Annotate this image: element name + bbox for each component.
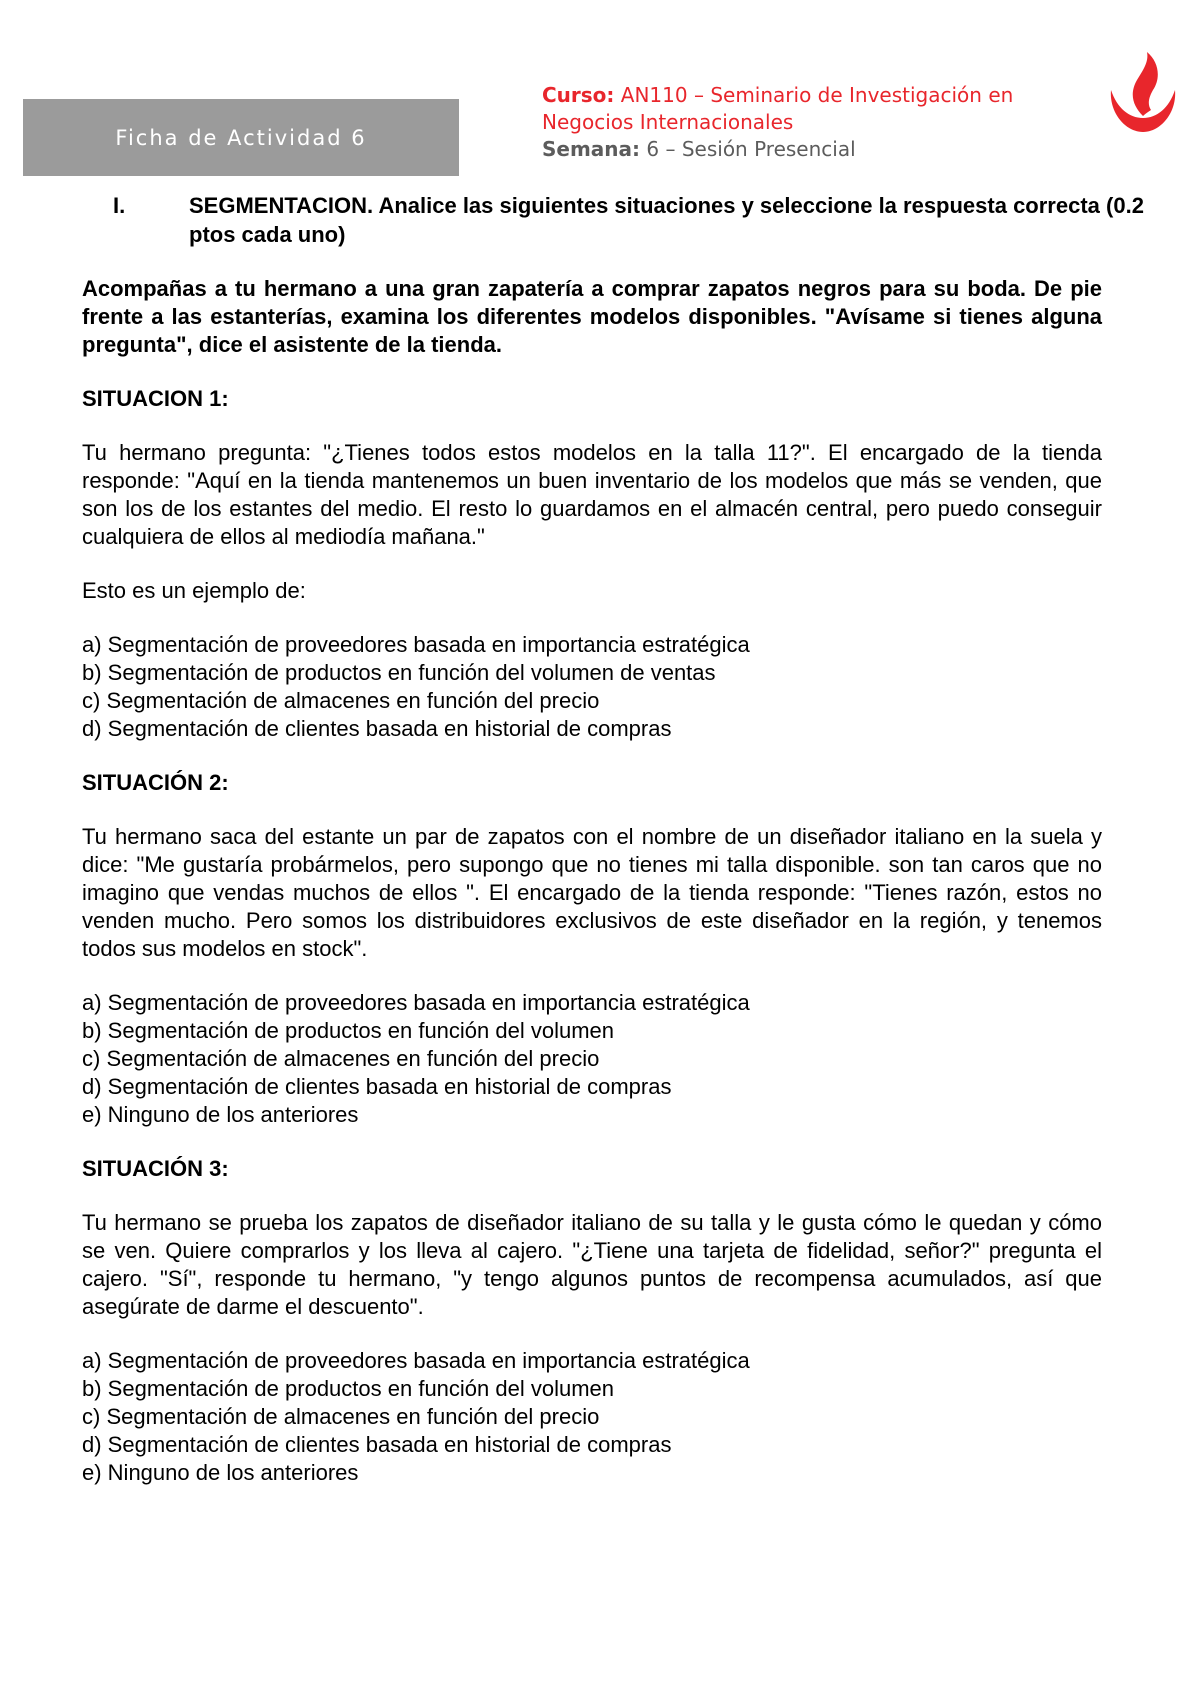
- options-list: [82, 631, 1102, 743]
- situation-text: Tu hermano se prueba los zapatos de diseñador italiano de su talla y le gusta cómo le quedan y cómo se ven. Quiere comprarlos y los lleva al cajero. "¿Tiene una tarjeta de fidelidad, señor?" pregunta el cajero. "Sí", responde tu hermano, "y tengo algunos puntos de recompensa acumulados, así que asegúrate de darme el descuento".: [82, 1210, 1102, 1319]
- option-item: a) Segmentación de proveedores basada en importancia estratégica: [82, 1348, 750, 1373]
- section-number: I.: [113, 193, 126, 218]
- week-line: [542, 136, 1082, 163]
- option-item: b) Segmentación de productos en función del volumen: [82, 1376, 615, 1401]
- week-value: 6 – Sesión Presencial: [646, 137, 856, 161]
- situation-text: Tu hermano saca del estante un par de zapatos con el nombre de un diseñador italiano en la suela y dice: "Me gustaría probármelos, pero supongo que no tienes mi talla disponible. son tan caros que no imagino que vendas muchos de ellos ". El encargado de la tienda responde: "Tienes razón, estos no venden mucho. Pero somos los distribuidores exclusivos de este diseñador en la región, y tenemos todos sus modelos en stock".: [82, 824, 1102, 961]
- question-text: Esto es un ejemplo de:: [82, 578, 306, 603]
- options-list: [82, 1347, 1102, 1487]
- activity-banner: [23, 99, 459, 176]
- course-info: [542, 82, 1082, 163]
- option-item: c) Segmentación de almacenes en función del precio: [82, 688, 600, 713]
- section-title: SEGMENTACION. Analice las siguientes situaciones y seleccione la respuesta correcta (0.2 ptos cada uno): [189, 193, 1144, 247]
- option-item: d) Segmentación de clientes basada en historial de compras: [82, 1432, 672, 1457]
- course-line: [542, 82, 1082, 136]
- situation-text: Tu hermano pregunta: "¿Tienes todos estos modelos en la talla 11?". El encargado de la tienda responde: "Aquí en la tienda mantenemos un buen inventario de los modelos que más se venden, que son los de los estantes del medio. El resto lo guardamos en el almacén central, pero puedo conseguir cualquiera de ellos al mediodía mañana.": [82, 440, 1102, 549]
- option-item: d) Segmentación de clientes basada en historial de compras: [82, 716, 672, 741]
- situation-title: SITUACIÓN 3:: [82, 1156, 229, 1181]
- option-item: e) Ninguno de los anteriores: [82, 1102, 359, 1127]
- option-item: b) Segmentación de productos en función del volumen de ventas: [82, 660, 716, 685]
- option-item: e) Ninguno de los anteriores: [82, 1460, 359, 1485]
- course-value: AN110 – Seminario de Investigación en Negocios Internacionales: [542, 83, 1014, 134]
- situation-title: SITUACION 1:: [82, 386, 229, 411]
- document-body: [82, 275, 1102, 1487]
- university-logo-icon: [1103, 50, 1183, 138]
- course-label: Curso:: [542, 83, 615, 107]
- option-item: a) Segmentación de proveedores basada en importancia estratégica: [82, 632, 750, 657]
- intro-paragraph: Acompañas a tu hermano a una gran zapatería a comprar zapatos negros para su boda. De pie frente a las estanterías, examina los diferentes modelos disponibles. "Avísame si tienes alguna pregunta", dice el asistente de la tienda.: [82, 276, 1102, 357]
- option-item: a) Segmentación de proveedores basada en importancia estratégica: [82, 990, 750, 1015]
- option-item: c) Segmentación de almacenes en función del precio: [82, 1046, 600, 1071]
- options-list: [82, 989, 1102, 1129]
- option-item: c) Segmentación de almacenes en función del precio: [82, 1404, 600, 1429]
- situation-title: SITUACIÓN 2:: [82, 770, 229, 795]
- option-item: b) Segmentación de productos en función del volumen: [82, 1018, 615, 1043]
- week-label: Semana:: [542, 137, 641, 161]
- option-item: d) Segmentación de clientes basada en historial de compras: [82, 1074, 672, 1099]
- activity-label: Ficha de Actividad 6: [115, 125, 367, 150]
